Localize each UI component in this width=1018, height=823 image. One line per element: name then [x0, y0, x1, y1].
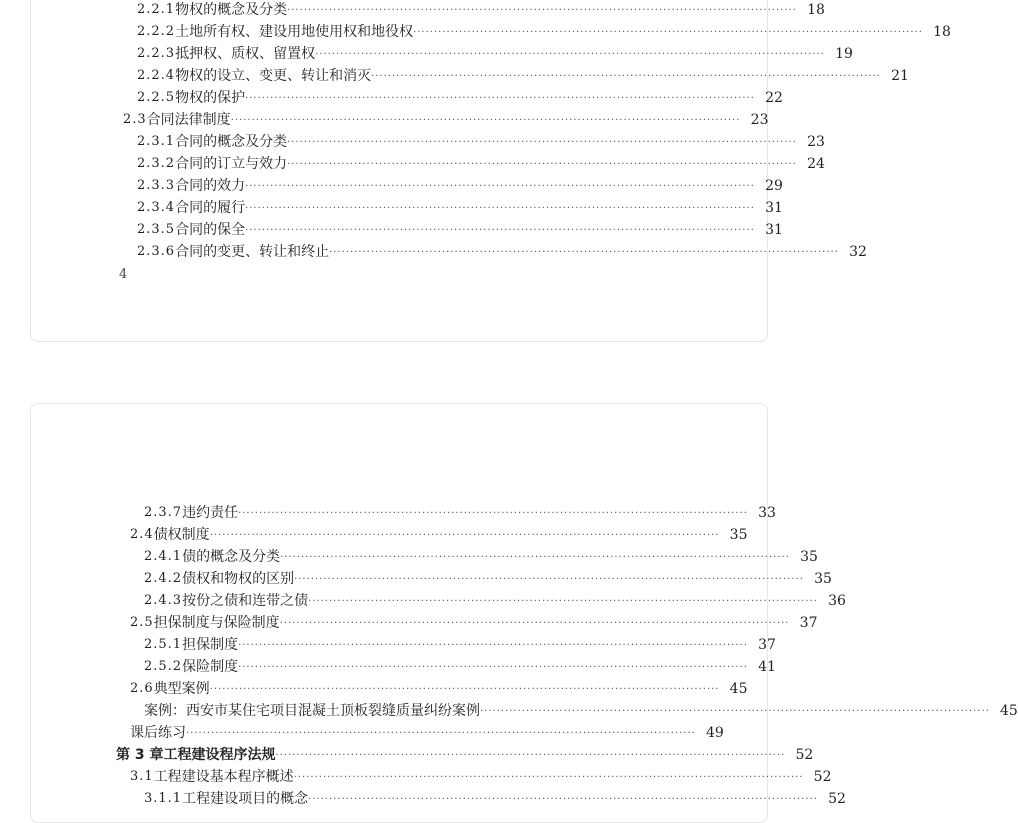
toc-entry[interactable] [130, 764, 832, 786]
toc-entry-number: 2.5 [130, 615, 154, 630]
toc-entry-title: 违约责任 [182, 505, 239, 521]
toc-entry[interactable] [130, 522, 748, 544]
toc-entry[interactable] [137, 217, 783, 239]
toc-leader-dots: ·························································································································· [209, 530, 720, 541]
toc-entry[interactable] [144, 786, 846, 808]
toc-entry-title: 物权的概念及分类 [175, 2, 288, 18]
toc-leader-dots: ·························································································································· [329, 247, 839, 258]
toc-entry[interactable] [137, 129, 825, 151]
toc-entry[interactable] [137, 151, 825, 173]
toc-leader-dots: ·························································································································· [238, 508, 748, 519]
toc-entry-page: 45 [729, 681, 748, 697]
toc-entry-page: 31 [765, 200, 783, 216]
toc-entry-page: 32 [849, 244, 867, 260]
toc-leader-dots: ·························································································································· [280, 552, 790, 563]
toc-entry-number: 2.3.5 [137, 222, 176, 237]
toc-entry-title: 案例：西安市某住宅项目混凝土顶板裂缝质量纠纷案例 [144, 703, 480, 719]
toc-entry[interactable] [130, 720, 724, 742]
toc-entry-number: 第 3 章 [116, 747, 164, 763]
toc-entry-page: 37 [758, 637, 776, 653]
toc-leader-dots: ·························································································································· [308, 596, 818, 607]
toc-leader-dots: ·························································································································· [287, 159, 797, 170]
toc-entry-title: 典型案例 [153, 681, 210, 697]
page-number: 4 [119, 267, 128, 282]
toc-entry[interactable] [144, 544, 818, 566]
toc-entry-number: 2.5.1 [144, 637, 183, 652]
toc-leader-dots: ·························································································································· [287, 137, 797, 148]
toc-leader-dots: ·························································································································· [245, 203, 755, 214]
toc-entry-page: 35 [800, 549, 818, 565]
toc-entry-title: 土地所有权、建设用地使用权和地役权 [175, 24, 414, 40]
toc-entry[interactable] [144, 588, 846, 610]
toc-entry-title: 工程建设程序法规 [163, 747, 276, 763]
toc-entry-title: 合同的保全 [175, 222, 246, 238]
toc-entry-number: 2.5.2 [144, 659, 183, 674]
toc-entry-title: 合同的订立与效力 [175, 156, 288, 172]
toc-leader-dots: ·························································································································· [315, 49, 825, 60]
toc-entry[interactable] [144, 632, 776, 654]
toc-entry[interactable] [123, 107, 769, 129]
toc-entry-page: 52 [813, 769, 832, 785]
toc-leader-dots: ·························································································································· [294, 574, 804, 585]
toc-entry[interactable] [137, 239, 867, 261]
toc-entry-page: 36 [828, 593, 846, 609]
toc-entry-number: 2.3.4 [137, 200, 176, 215]
toc-entry-number: 2.2.3 [137, 46, 176, 61]
toc-leader-dots: ·························································································································· [230, 115, 741, 126]
toc-entry-page: 23 [750, 112, 769, 128]
toc-entry[interactable] [144, 654, 776, 676]
toc-entry-number: 2.4.2 [144, 571, 183, 586]
toc-entry-page: 52 [828, 791, 846, 807]
toc-entry-page: 35 [814, 571, 832, 587]
document-page [30, 403, 1018, 823]
toc-entry-title: 工程建设基本程序概述 [153, 769, 294, 785]
toc-entry-title: 担保制度 [182, 637, 239, 653]
toc-entry-title: 合同的履行 [175, 200, 246, 216]
toc-entry-page: 37 [799, 615, 818, 631]
toc-entry[interactable] [137, 63, 909, 85]
toc-leader-dots: ·························································································································· [245, 225, 755, 236]
toc-entry-title: 抵押权、质权、留置权 [175, 46, 316, 62]
toc-entry[interactable] [144, 500, 776, 522]
toc-leader-dots: ·························································································································· [245, 181, 755, 192]
toc-entry[interactable] [137, 0, 825, 19]
toc-entry-number: 2.2.2 [137, 24, 176, 39]
toc-entry-title: 合同的概念及分类 [175, 134, 288, 150]
toc-entry-title: 物权的保护 [175, 90, 246, 106]
toc-entry-page: 24 [807, 156, 825, 172]
toc-entry-title: 合同的变更、转让和终止 [175, 244, 330, 260]
toc-entry-number: 2.3.3 [137, 178, 176, 193]
toc-entry-number: 2.3.2 [137, 156, 176, 171]
toc-entry[interactable] [130, 610, 818, 632]
toc-entry-page: 21 [891, 68, 909, 84]
toc-entry-page: 52 [795, 747, 814, 763]
toc-entry-title: 合同的效力 [175, 178, 246, 194]
toc-leader-dots: ·························································································································· [238, 662, 748, 673]
toc-entry-title: 物权的设立、变更、转让和消灭 [175, 68, 372, 84]
toc-entry-page: 18 [933, 24, 951, 40]
toc-entry[interactable] [137, 85, 783, 107]
toc-entry[interactable] [144, 566, 832, 588]
toc-entry-number: 2.3.1 [137, 134, 176, 149]
toc-entry-page: 31 [765, 222, 783, 238]
toc-entry-page: 19 [835, 46, 853, 62]
document-page [30, 0, 951, 342]
toc-leader-dots: ·························································································································· [238, 640, 748, 651]
toc-leader-dots: ·························································································································· [287, 5, 797, 16]
toc-leader-dots: ·························································································································· [279, 618, 790, 629]
toc-leader-dots: ·························································································································· [413, 27, 923, 38]
toc-entry-page: 23 [807, 134, 825, 150]
toc-entry-title: 债权制度 [153, 527, 210, 543]
toc-chapter-entry[interactable] [116, 742, 814, 764]
toc-entry-number: 2.3 [123, 112, 147, 127]
toc-entry-page: 41 [758, 659, 776, 675]
toc-leader-dots: ·························································································································· [293, 772, 804, 783]
toc-leader-dots: ·························································································································· [245, 93, 755, 104]
toc-leader-dots: ·························································································································· [186, 728, 696, 739]
toc-entry-number: 2.2.4 [137, 68, 176, 83]
toc-entry[interactable] [137, 41, 853, 63]
toc-entry-title: 合同法律制度 [146, 112, 231, 128]
toc-entry-number: 2.2.5 [137, 90, 176, 105]
toc-entry-number: 3.1 [130, 769, 154, 784]
toc-leader-dots: ·························································································································· [308, 794, 818, 805]
toc-entry-page: 18 [807, 2, 825, 18]
toc-entry[interactable] [144, 698, 1018, 720]
toc-entry[interactable] [137, 19, 951, 41]
toc-entry-title: 工程建设项目的概念 [182, 791, 309, 807]
toc-entry-number: 2.4.3 [144, 593, 183, 608]
toc-entry-title: 债权和物权的区别 [182, 571, 295, 587]
toc-entry-title: 课后练习 [130, 725, 186, 741]
toc-entry-page: 49 [705, 725, 724, 741]
toc-entry[interactable] [137, 173, 783, 195]
toc-entry-page: 45 [999, 703, 1018, 719]
toc-leader-dots: ·························································································································· [371, 71, 881, 82]
toc-entry-title: 债的概念及分类 [182, 549, 281, 565]
toc-entry-number: 3.1.1 [144, 791, 183, 806]
toc-entry-title: 按份之债和连带之债 [182, 593, 309, 609]
toc-entry-number: 2.3.6 [137, 244, 176, 259]
toc-entry-page: 22 [765, 90, 783, 106]
toc-entry-number: 2.4.1 [144, 549, 183, 564]
toc-entry-number: 2.6 [130, 681, 154, 696]
toc-entry-title: 保险制度 [182, 659, 239, 675]
toc-entry-title: 担保制度与保险制度 [153, 615, 280, 631]
toc-leader-dots: ·························································································································· [480, 706, 990, 717]
toc-entry-number: 2.3.7 [144, 505, 183, 520]
toc-entry-number: 2.4 [130, 527, 154, 542]
toc-entry-number: 2.2.1 [137, 2, 176, 17]
toc-entry-page: 33 [758, 505, 776, 521]
toc-entry-page: 29 [765, 178, 783, 194]
toc-entry[interactable] [130, 676, 748, 698]
toc-leader-dots: ·························································································································· [209, 684, 720, 695]
toc-entry-page: 35 [729, 527, 748, 543]
toc-entry[interactable] [137, 195, 783, 217]
toc-leader-dots: ·························································································································· [275, 750, 786, 761]
